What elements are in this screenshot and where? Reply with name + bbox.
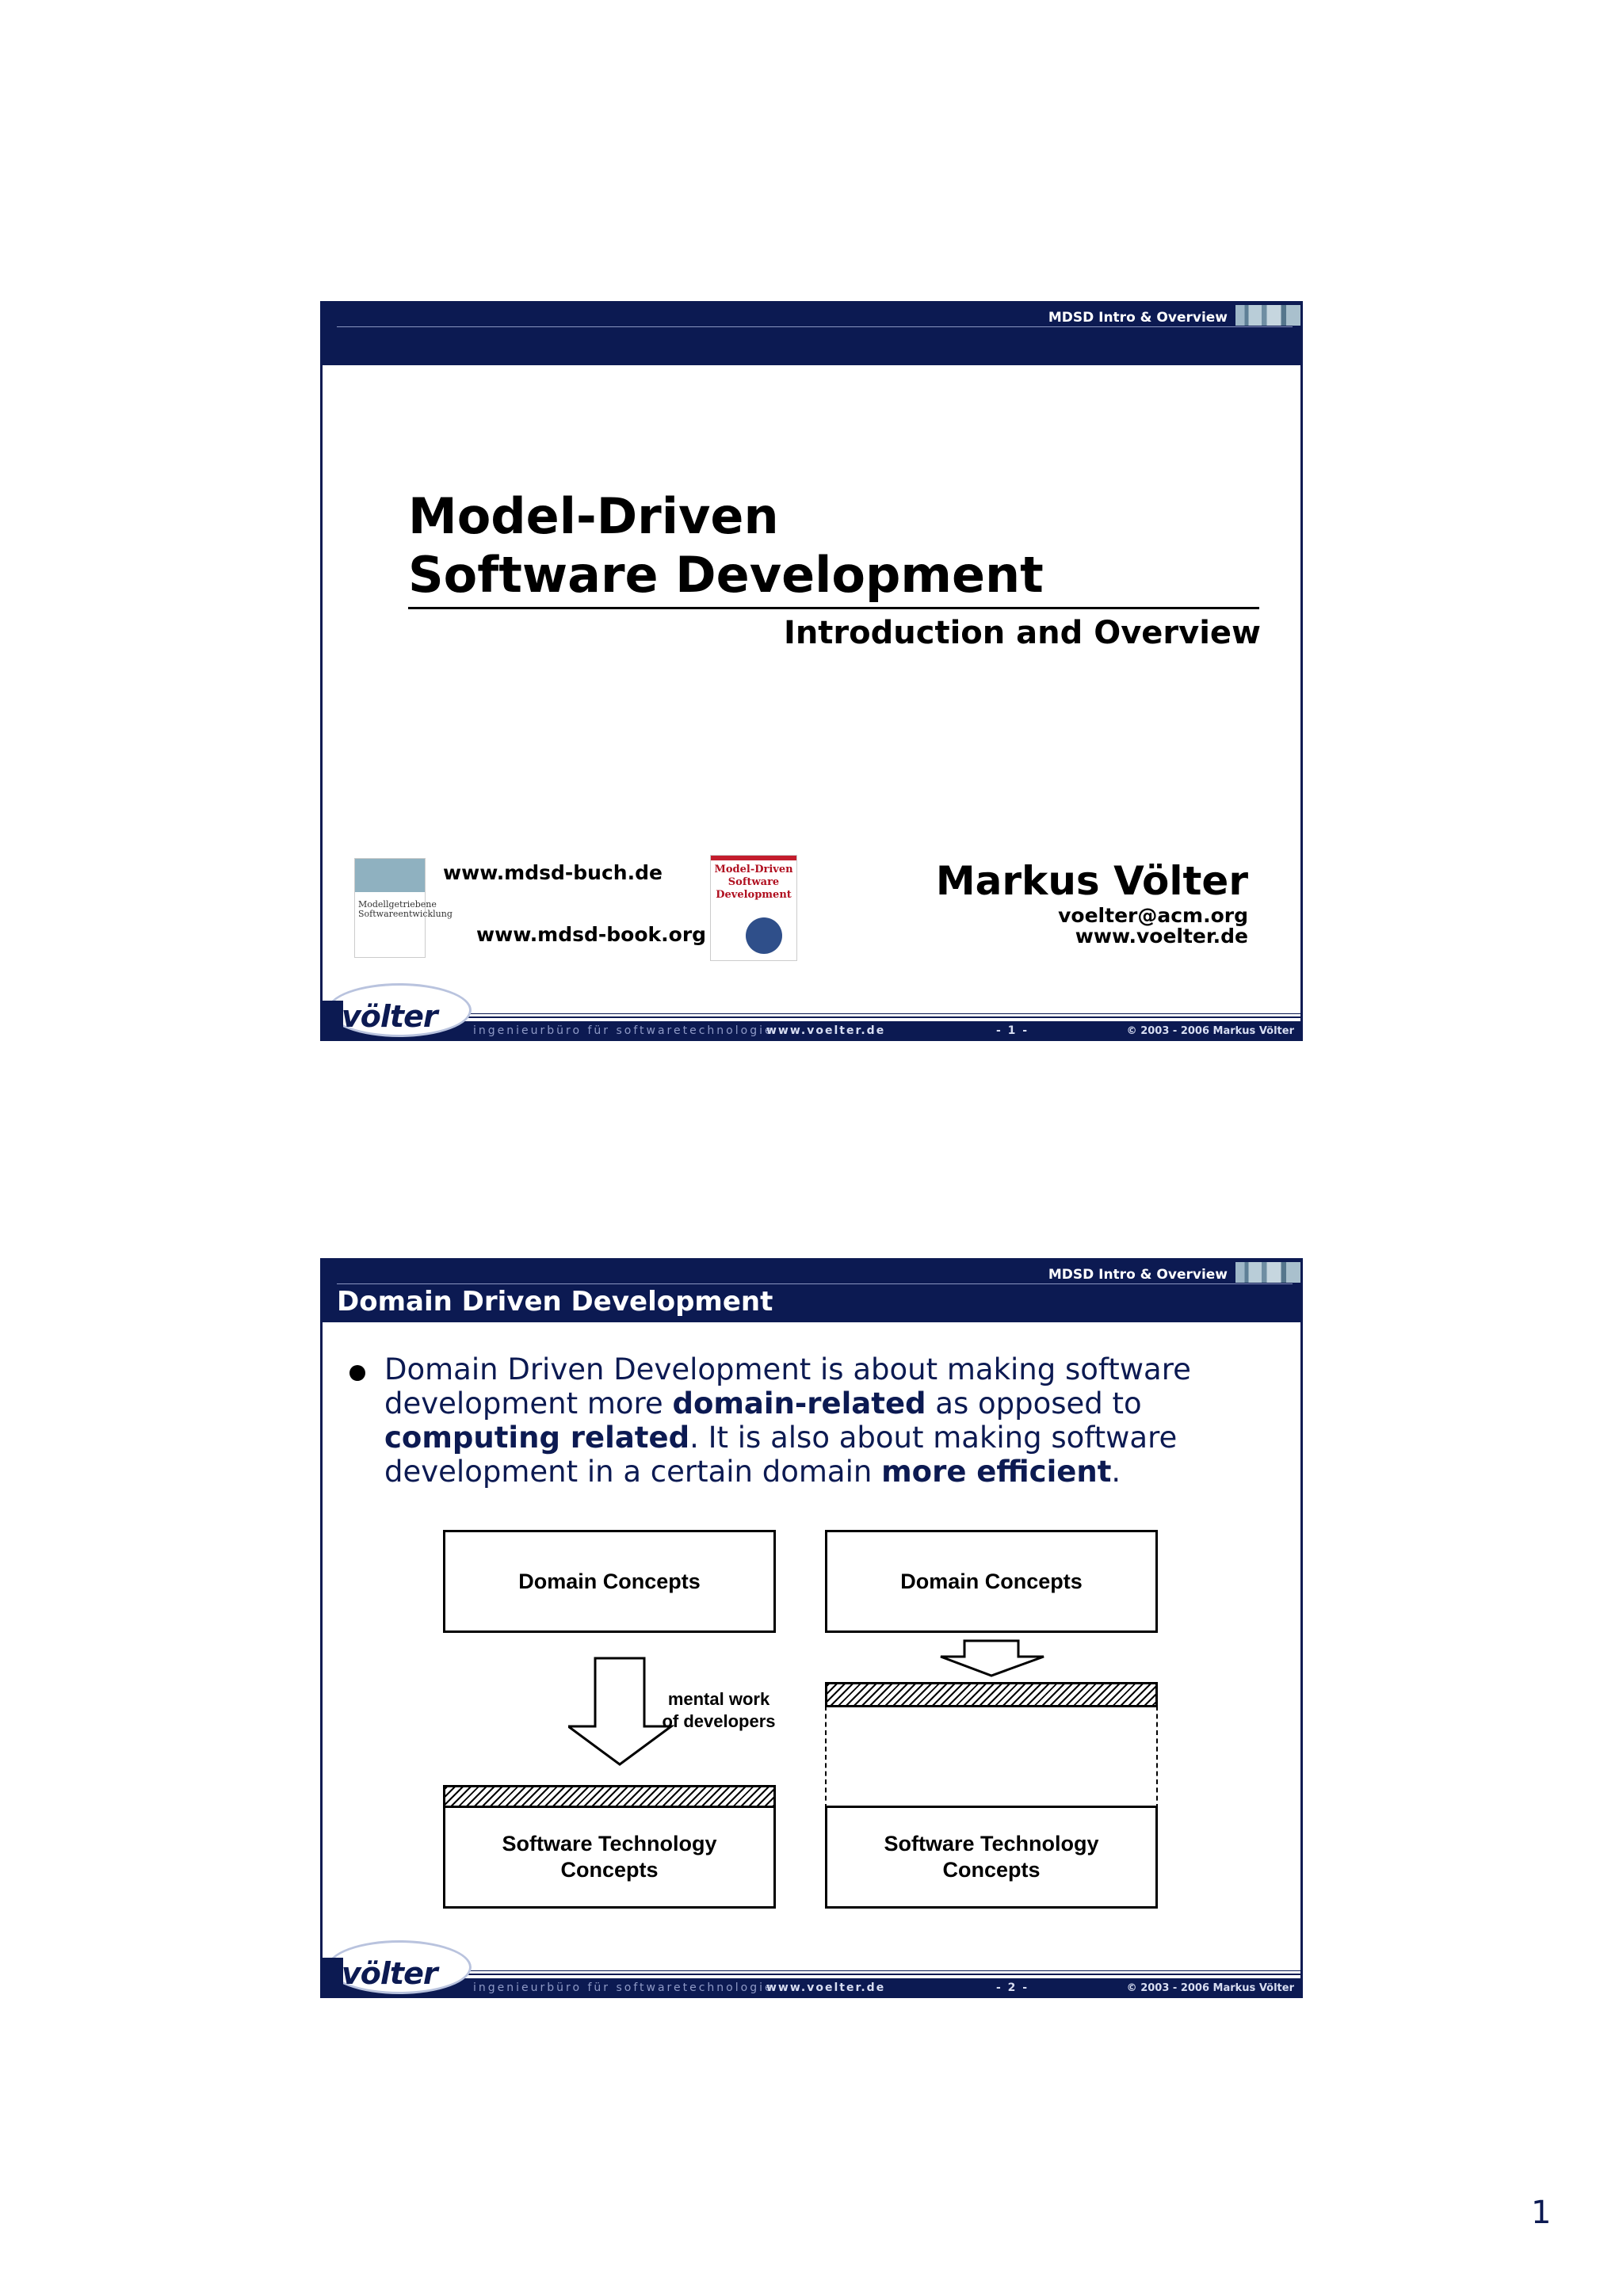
slide-header-bar xyxy=(323,303,1300,365)
arrow-note-line-2: of developers xyxy=(662,1711,776,1731)
slide-title: Domain Driven Development xyxy=(337,1286,773,1318)
voelter-logo xyxy=(323,986,465,1039)
header-label: MDSD Intro & Overview xyxy=(1048,310,1228,326)
bullet-text xyxy=(384,1352,1224,1489)
footer-rule xyxy=(457,1974,1300,1975)
bullet-emphasis: domain-related xyxy=(672,1386,926,1421)
logo-wordmark: völter xyxy=(342,999,437,1034)
small-down-arrow-icon xyxy=(939,1639,1045,1679)
footer-copyright: © 2003 - 2006 Markus Völter xyxy=(1126,1982,1294,1994)
bullet-emphasis: more efficient xyxy=(881,1455,1112,1489)
author-website[interactable]: www.voelter.de xyxy=(1075,925,1248,948)
bullet-text-part: . xyxy=(1111,1455,1121,1489)
voelter-logo xyxy=(323,1943,465,1996)
slide-2 xyxy=(320,1258,1303,1998)
slide-title-main xyxy=(408,487,1044,605)
slide-footer xyxy=(323,1937,1300,1996)
logo-block xyxy=(323,1958,343,1996)
software-technology-box-right xyxy=(825,1806,1158,1909)
link-mdsd-buch[interactable]: www.mdsd-buch.de xyxy=(443,861,663,884)
book-cover-english-title: Model-Driven Software Development xyxy=(714,864,793,901)
author-email[interactable]: voelter@acm.org xyxy=(1058,904,1248,927)
slide-1 xyxy=(320,301,1303,1041)
box-label-line-1: Software Technology xyxy=(502,1832,717,1855)
bullet-text-part: . It is also about making software development in a certain domain xyxy=(384,1421,1178,1489)
author-name: Markus Völter xyxy=(935,858,1248,904)
book-cover-band xyxy=(711,856,796,860)
logo-wordmark: völter xyxy=(342,1956,437,1991)
bullet-text-part: as opposed to xyxy=(926,1386,1142,1421)
book-cover-german xyxy=(354,858,453,958)
header-rule xyxy=(337,326,1293,327)
footer-tagline: ingenieurbüro für softwaretechnologie xyxy=(473,1981,774,1994)
bullet-emphasis: computing related xyxy=(384,1421,690,1455)
globe-icon xyxy=(746,917,782,954)
slide-header-bar xyxy=(323,1261,1300,1322)
link-mdsd-book[interactable]: www.mdsd-book.org xyxy=(476,923,707,946)
header-image xyxy=(1235,1262,1300,1283)
arrow-note xyxy=(655,1688,782,1733)
box-label-line-1: Software Technology xyxy=(884,1832,1099,1855)
header-image xyxy=(1235,305,1300,326)
bullet-icon xyxy=(349,1365,365,1381)
software-technology-box-left xyxy=(443,1806,776,1909)
slide-footer xyxy=(323,980,1300,1039)
logo-block xyxy=(323,1001,343,1039)
footer-tagline: ingenieurbüro für softwaretechnologie xyxy=(473,1024,774,1037)
domain-concepts-box-left: Domain Concepts xyxy=(443,1530,776,1633)
hatched-layer-right xyxy=(825,1682,1158,1707)
slide-subtitle: Introduction and Overview xyxy=(783,615,1261,651)
footer-rule xyxy=(457,1016,1300,1018)
title-line-1: Model-Driven xyxy=(408,487,779,545)
footer-copyright: © 2003 - 2006 Markus Völter xyxy=(1126,1025,1294,1037)
bullet-text-part: Domain Driven Development is about making software development more xyxy=(384,1352,1191,1421)
box-label-line-2: Concepts xyxy=(942,1858,1041,1882)
book-cover-german-title: Modellgetriebene Softwareentwicklung xyxy=(358,899,453,919)
book-cover-english xyxy=(710,855,797,961)
header-rule xyxy=(337,1283,1293,1284)
title-line-2: Software Development xyxy=(408,546,1044,604)
footer-page-number: - 1 - xyxy=(996,1024,1029,1037)
title-underline xyxy=(408,607,1259,609)
header-label: MDSD Intro & Overview xyxy=(1048,1267,1228,1283)
footer-rule-thin xyxy=(457,1970,1300,1971)
arrow-note-line-1: mental work xyxy=(667,1689,770,1709)
domain-concepts-box-right: Domain Concepts xyxy=(825,1530,1158,1633)
footer-url[interactable]: www.voelter.de xyxy=(766,1981,886,1994)
box-label-line-2: Concepts xyxy=(560,1858,659,1882)
document-page-number: 1 xyxy=(1531,2195,1552,2231)
dashed-region xyxy=(825,1706,1158,1809)
footer-page-number: - 2 - xyxy=(996,1981,1029,1994)
footer-url[interactable]: www.voelter.de xyxy=(766,1024,886,1037)
footer-rule-thin xyxy=(457,1013,1300,1014)
